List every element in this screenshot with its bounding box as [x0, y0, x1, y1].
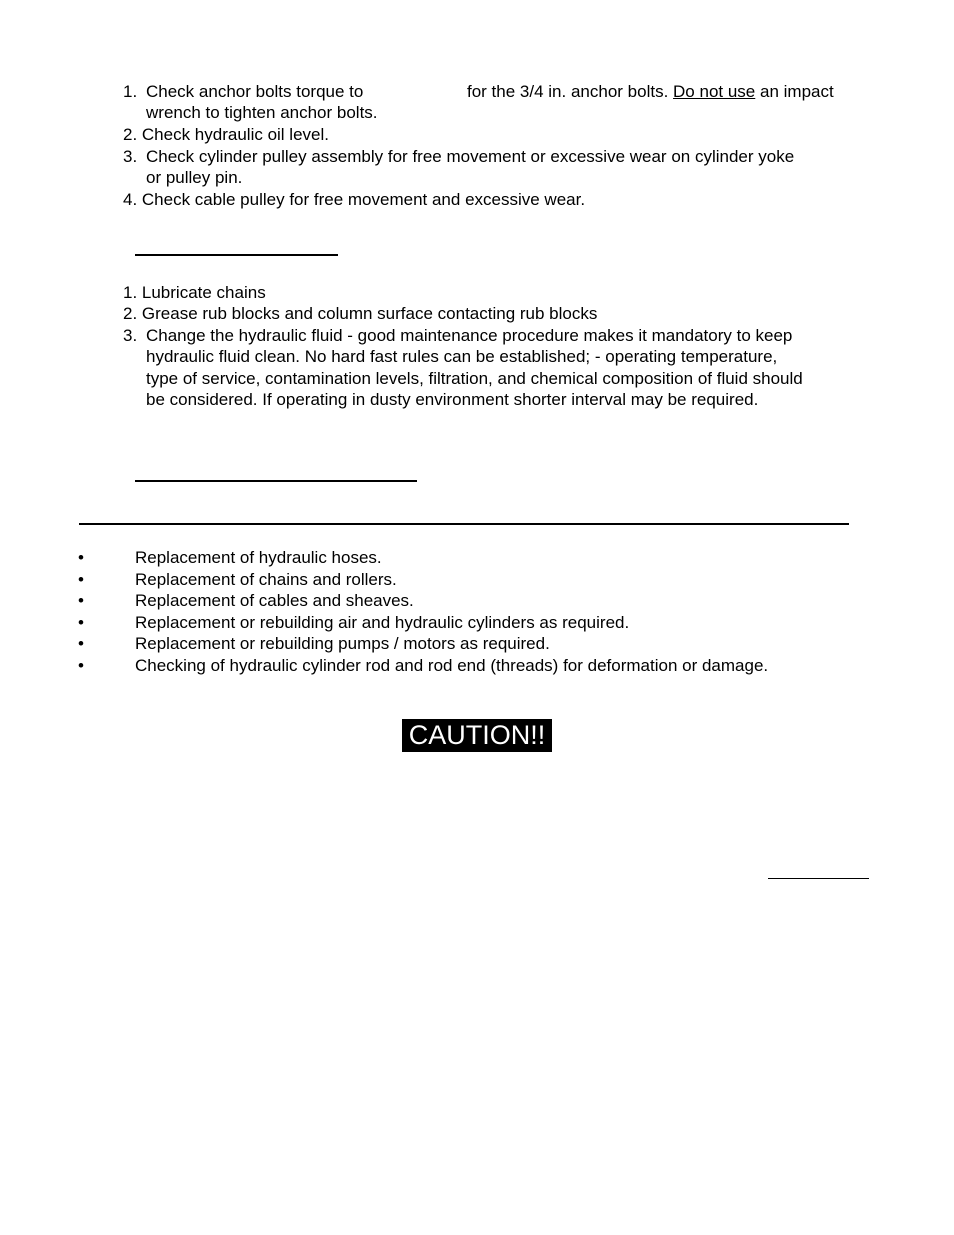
heading-underline [135, 480, 417, 482]
list-item-text: Replacement of cables and sheaves. [135, 591, 414, 610]
list-item-text: Replacement or rebuilding air and hydraulic cylinders as required. [135, 613, 630, 632]
anchor-bolt-continuation: wrench to tighten anchor bolts. [146, 103, 378, 122]
lubricate-chains-item: 1. Lubricate chains [123, 283, 266, 302]
list-item-text: Replacement of chains and rollers. [135, 570, 397, 589]
bullet-icon: • [78, 656, 84, 675]
do-not-use-text: Do not use [673, 82, 756, 101]
hydraulic-fluid-line-2: hydraulic fluid clean. No hard fast rules can be established; - operating temperature, [146, 347, 778, 366]
hydraulic-fluid-line-3: type of service, contamination levels, filtration, and chemical composition of fluid should [146, 369, 803, 388]
section-divider [79, 523, 849, 525]
bullet-icon: • [78, 613, 84, 632]
heading-underline [135, 254, 338, 256]
hydraulic-fluid-line-4: be considered. If operating in dusty environment shorter interval may be required. [146, 390, 759, 409]
list-item-text: Replacement of hydraulic hoses. [135, 548, 382, 567]
oil-level-item: 2. Check hydraulic oil level. [123, 125, 329, 144]
cylinder-pulley-line-2: or pulley pin. [146, 168, 243, 187]
item-number: 3. [123, 147, 138, 166]
anchor-bolt-size-text: for the 3/4 in. anchor bolts. [467, 82, 669, 101]
grease-rub-blocks-item: 2. Grease rub blocks and column surface contacting rub blocks [123, 304, 598, 323]
impact-text: an impact [760, 82, 834, 101]
item-number: 3. [123, 326, 138, 345]
hydraulic-fluid-line-1: Change the hydraulic fluid - good maintenance procedure makes it mandatory to keep [146, 326, 793, 345]
anchor-bolt-text-start: Check anchor bolts torque to [146, 82, 364, 101]
anchor-bolt-text-end [467, 81, 834, 102]
item-number: 1. [123, 82, 138, 101]
bullet-icon: • [78, 570, 84, 589]
caution-banner: CAUTION!! [402, 719, 552, 752]
cable-pulley-item: 4. Check cable pulley for free movement and excessive wear. [123, 190, 586, 209]
list-item-text: Checking of hydraulic cylinder rod and rod end (threads) for deformation or damage. [135, 656, 769, 675]
list-item-text: Replacement or rebuilding pumps / motors as required. [135, 634, 550, 653]
signature-underline [768, 878, 869, 879]
bullet-icon: • [78, 634, 84, 653]
bullet-icon: • [78, 548, 84, 567]
bullet-icon: • [78, 591, 84, 610]
cylinder-pulley-line-1: Check cylinder pulley assembly for free movement or excessive wear on cylinder yoke [146, 147, 795, 166]
